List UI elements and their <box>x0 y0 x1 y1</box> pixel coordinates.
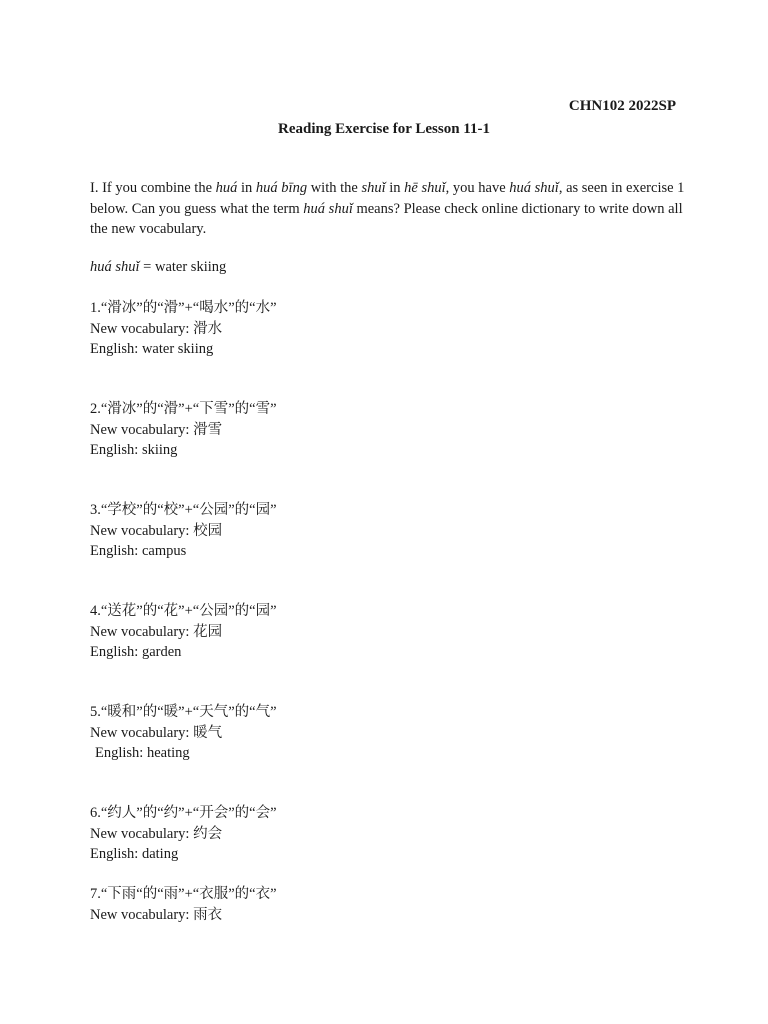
item-vocabulary: New vocabulary: 约会 <box>90 825 223 842</box>
example-definition: = water skiing <box>139 259 227 275</box>
item-vocabulary: New vocabulary: 滑水 <box>90 320 223 337</box>
exercise-item-1 <box>90 298 277 360</box>
intro-hua-shui-2: huá shuǐ <box>303 200 353 217</box>
item-english: English: campus <box>90 543 187 559</box>
exercise-item-7 <box>90 884 277 925</box>
exercise-item-6 <box>90 803 277 865</box>
intro-hua-shui: huá shuǐ <box>509 180 559 196</box>
item-vocabulary: New vocabulary: 雨衣 <box>90 906 223 923</box>
item-english: English: water skiing <box>90 341 214 357</box>
intro-text-5: , you have <box>445 180 510 196</box>
intro-text-7: means? Please check online dictionary to write down all the new vocabulary. <box>90 200 683 237</box>
item-vocabulary: New vocabulary: 滑雪 <box>90 421 223 438</box>
intro-hua: huá <box>215 180 238 196</box>
item-english: English: heating <box>95 745 190 761</box>
intro-text-3: with the <box>307 180 362 196</box>
item-question: 7.“下雨“的“雨”+“衣服”的“衣” <box>90 886 277 902</box>
item-vocabulary: New vocabulary: 花园 <box>90 623 223 640</box>
intro-he-shui: hē shuǐ <box>404 180 446 196</box>
example-term: huá shuǐ <box>90 259 140 275</box>
example-line <box>90 259 226 276</box>
intro-text-2: in <box>237 180 256 196</box>
document-title: Reading Exercise for Lesson 11-1 <box>278 121 490 137</box>
item-question: 1.“滑冰”的“滑”+“喝水”的“水” <box>90 300 277 316</box>
intro-text-4: in <box>385 180 405 196</box>
item-english: English: dating <box>90 846 179 862</box>
intro-paragraph <box>90 178 690 240</box>
item-vocabulary: New vocabulary: 校园 <box>90 522 223 539</box>
item-question: 4.“送花”的“花”+“公园”的“园” <box>90 603 277 619</box>
exercise-item-2 <box>90 399 277 461</box>
intro-hua-bing: huá bīng <box>255 180 308 196</box>
exercise-item-4 <box>90 601 277 663</box>
item-vocabulary: New vocabulary: 暖气 <box>90 724 223 741</box>
intro-text-6: , as seen in exercise 1 below. Can you guess what the term <box>90 180 685 217</box>
exercise-item-5 <box>90 702 277 764</box>
exercise-item-3 <box>90 500 277 562</box>
item-question: 3.“学校”的“校”+“公园”的“园” <box>90 502 277 518</box>
item-english: English: skiing <box>90 442 178 458</box>
item-english: English: garden <box>90 644 182 660</box>
item-question: 6.“约人”的“约”+“开会”的“会” <box>90 805 277 821</box>
item-question: 2.“滑冰”的“滑”+“下雪”的“雪” <box>90 401 277 417</box>
item-question: 5.“暖和”的“暖”+“天气”的“气” <box>90 704 277 720</box>
intro-text-1: I. If you combine the <box>90 180 216 196</box>
intro-shui: shuǐ <box>361 180 386 196</box>
course-code: CHN102 2022SP <box>568 98 676 114</box>
